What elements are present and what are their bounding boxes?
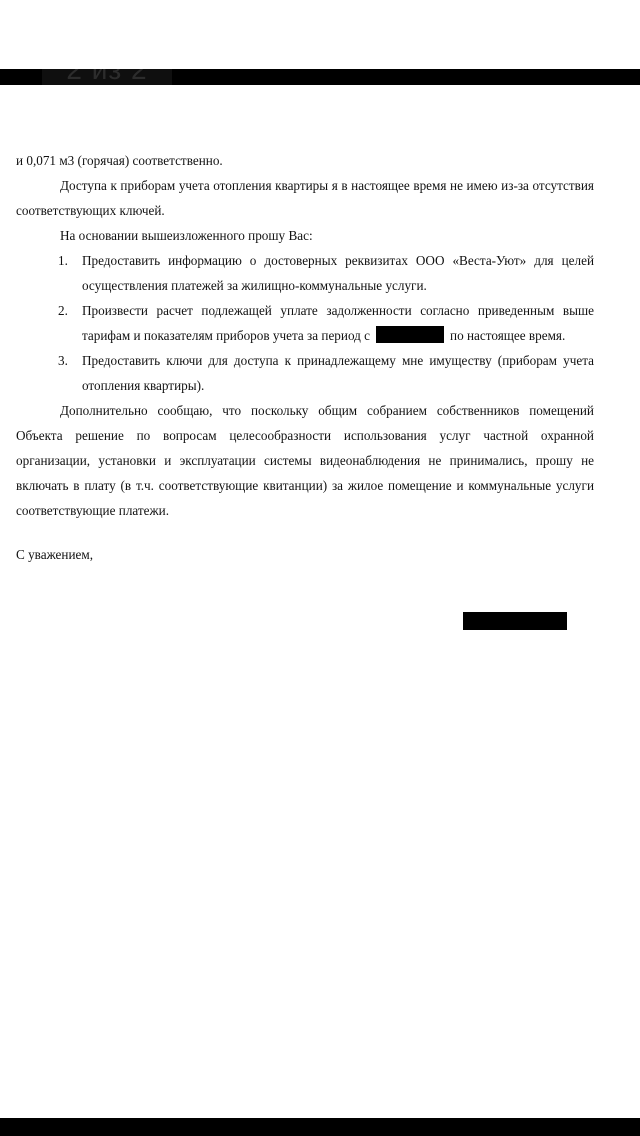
list-item-2 <box>16 298 594 348</box>
list-item-1 <box>16 248 594 298</box>
letter-body <box>16 148 594 567</box>
list-item-3 <box>16 348 594 398</box>
list-item-text: Предоставить информацию о достоверных реквизитах ООО «Веста-Уют» для целей осуществления платежей за жилищно-коммунальные услуги. <box>82 253 594 293</box>
closing: С уважением, <box>16 547 93 562</box>
list-item-text-before: Произвести расчет подлежащей уплате задолженности согласно приведенным выше тарифам и показателям приборов учета за период с <box>82 303 594 343</box>
list-item-text-after: по настоящее время. <box>450 328 566 343</box>
list-number: 1. <box>58 253 68 268</box>
paragraph-additional: Дополнительно сообщаю, что поскольку общим собранием собственников помещений Объекта решение по вопросам целесообразности использования услуг частной охранной организации, установки и эксплуатации системы видеонаблюдения не принимались, прошу не включать в плату (в т.ч. соответствующие квитанции) за жилое помещение и коммунальные услуги соответствующие платежи. <box>16 403 594 518</box>
page-indicator: 2 из 2 <box>42 44 172 96</box>
list-item-text: Предоставить ключи для доступа к принадлежащему мне имуществу (приборам учета отопления квартиры). <box>82 353 594 393</box>
line-continuation: и 0,071 м3 (горячая) соответственно. <box>16 153 223 168</box>
paragraph-access: Доступа к приборам учета отопления квартиры я в настоящее время не имею из-за отсутствия соответствующих ключей. <box>16 178 594 218</box>
paragraph-request-intro: На основании вышеизложенного прошу Вас: <box>60 228 313 243</box>
redacted-signature <box>463 612 567 630</box>
list-number: 3. <box>58 353 68 368</box>
redacted-date <box>376 326 444 343</box>
list-number: 2. <box>58 303 68 318</box>
viewer-bottom-bar <box>0 1118 640 1136</box>
